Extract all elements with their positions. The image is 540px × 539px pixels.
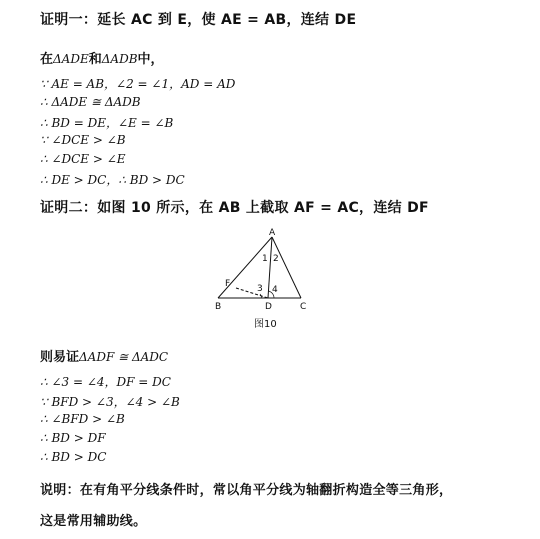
label-b: B xyxy=(215,302,222,312)
label-angle-2: 2 xyxy=(273,254,279,264)
proof2-step: ∴ ∠3 = ∠4，DF = DC xyxy=(40,375,171,389)
label-f: F xyxy=(225,279,231,289)
proof1-step: ∴ BD = DE，∠E = ∠B xyxy=(40,116,174,130)
label-angle-3: 3 xyxy=(257,284,263,294)
proof1-step: ∴ DE > DC，∴ BD > DC xyxy=(40,173,185,187)
label-angle-1: 1 xyxy=(262,254,268,264)
note-line-2: 这是常用辅助线。 xyxy=(40,514,147,529)
intro-prefix: 在 xyxy=(40,52,54,67)
label-d: D xyxy=(265,302,272,312)
proof2-step: ∴ BD > DF xyxy=(40,431,106,445)
proof1-intro xyxy=(40,48,164,67)
intro-triangle-adb: ΔADB xyxy=(101,52,138,66)
easy-prefix: 则易证 xyxy=(40,350,80,365)
proof2-heading: 证明二：如图 10 所示，在 AB 上截取 AF = AC，连结 DF xyxy=(40,200,429,216)
triangle-figure xyxy=(200,225,320,320)
intro-triangle-ade: ΔADE xyxy=(53,52,89,66)
label-a: A xyxy=(269,228,276,238)
proof2-step: ∴ ∠BFD > ∠B xyxy=(40,412,125,426)
intro-mid: 和 xyxy=(88,52,102,67)
label-c: C xyxy=(300,302,307,312)
proof1-step: ∴ ∠DCE > ∠E xyxy=(40,152,126,166)
figure-caption: 图10 xyxy=(254,319,277,330)
label-angle-4: 4 xyxy=(272,285,278,295)
proof1-step: ∴ ΔADE ≅ ΔADB xyxy=(40,95,141,109)
proof2-step: ∴ BD > DC xyxy=(40,450,107,464)
proof1-step: ∵ ∠DCE > ∠B xyxy=(40,133,126,147)
intro-suffix: 中， xyxy=(137,52,164,67)
proof2-step: ∵ BFD > ∠3，∠4 > ∠B xyxy=(40,395,180,409)
proof2-easy-line xyxy=(40,346,168,365)
proof1-step: ∵ AE = AB，∠2 = ∠1，AD = AD xyxy=(40,77,236,91)
easy-math: ΔADF ≅ ΔADC xyxy=(79,350,169,364)
proof1-heading: 证明一：延长 AC 到 E，使 AE = AB，连结 DE xyxy=(40,12,357,28)
segment-df xyxy=(236,288,268,298)
note-line-1: 说明：在有角平分线条件时，常以角平分线为轴翻折构造全等三角形， xyxy=(40,483,453,498)
